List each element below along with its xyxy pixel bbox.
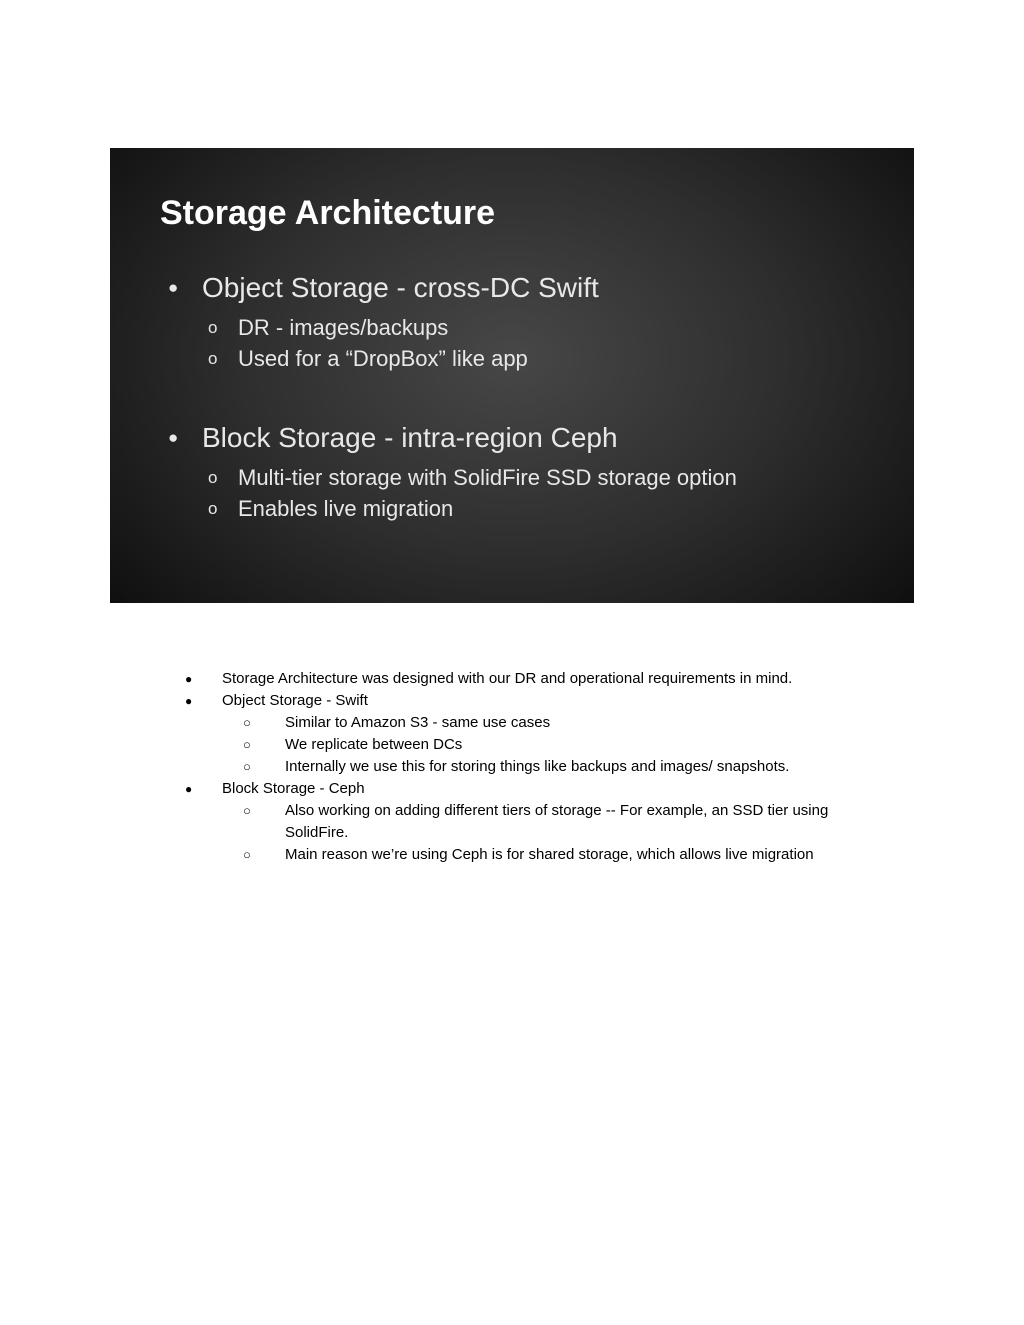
slide-bullet-text: Used for a “DropBox” like app: [238, 346, 528, 371]
bullet-circle-icon: o: [208, 468, 218, 487]
note-dot-icon: ●: [185, 782, 193, 796]
slide-sub-bullet: [110, 343, 914, 374]
note-circle-icon: ○: [243, 737, 251, 752]
note-text: Also working on adding different tiers of storage -- For example, an SSD tier using SolidFire.: [285, 802, 829, 841]
note-circle-icon: ○: [243, 847, 251, 862]
slide-bullet-text: Multi-tier storage with SolidFire SSD storage option: [238, 465, 737, 490]
speaker-notes-section: [185, 668, 857, 866]
slide-bullet-text: DR - images/backups: [238, 315, 449, 340]
note-text: Block Storage - Ceph: [222, 780, 365, 797]
note-item: [185, 690, 857, 712]
note-item: [185, 668, 857, 690]
note-sub-item: [185, 756, 857, 778]
note-dot-icon: ●: [185, 694, 193, 708]
slide-sub-bullet: [110, 462, 914, 493]
note-text: Object Storage - Swift: [222, 692, 368, 709]
slide-bullet-text: Enables live migration: [238, 496, 454, 521]
slide-bullet: [110, 270, 914, 306]
slide-sub-bullet: [110, 312, 914, 343]
note-sub-item: [185, 734, 857, 756]
note-item: [185, 778, 857, 800]
note-circle-icon: ○: [243, 759, 251, 774]
note-sub-item: [185, 800, 857, 844]
slide-bullet-text: Object Storage - cross-DC Swift: [202, 272, 599, 303]
note-text: Main reason we’re using Ceph is for shared storage, which allows live migration: [285, 846, 814, 863]
note-text: Storage Architecture was designed with our DR and operational requirements in mind.: [222, 670, 793, 687]
bullet-circle-icon: o: [208, 318, 218, 337]
bullet-dot-icon: ●: [168, 278, 179, 297]
slide-sub-bullet: [110, 493, 914, 524]
note-text: Internally we use this for storing things like backups and images/ snapshots.: [285, 758, 790, 775]
slide-bullet: [110, 420, 914, 456]
bullet-circle-icon: o: [208, 349, 218, 368]
note-text: We replicate between DCs: [285, 736, 463, 753]
bullet-dot-icon: ●: [168, 428, 179, 447]
note-circle-icon: ○: [243, 803, 251, 818]
note-text: Similar to Amazon S3 - same use cases: [285, 714, 551, 731]
slide-bullet-text: Block Storage - intra-region Ceph: [202, 422, 618, 453]
note-circle-icon: ○: [243, 715, 251, 730]
note-dot-icon: ●: [185, 672, 193, 686]
note-sub-item: [185, 712, 857, 734]
slide-panel: [110, 148, 914, 603]
bullet-circle-icon: o: [208, 499, 218, 518]
note-sub-item: [185, 844, 857, 866]
slide-title: Storage Architecture: [160, 194, 496, 232]
